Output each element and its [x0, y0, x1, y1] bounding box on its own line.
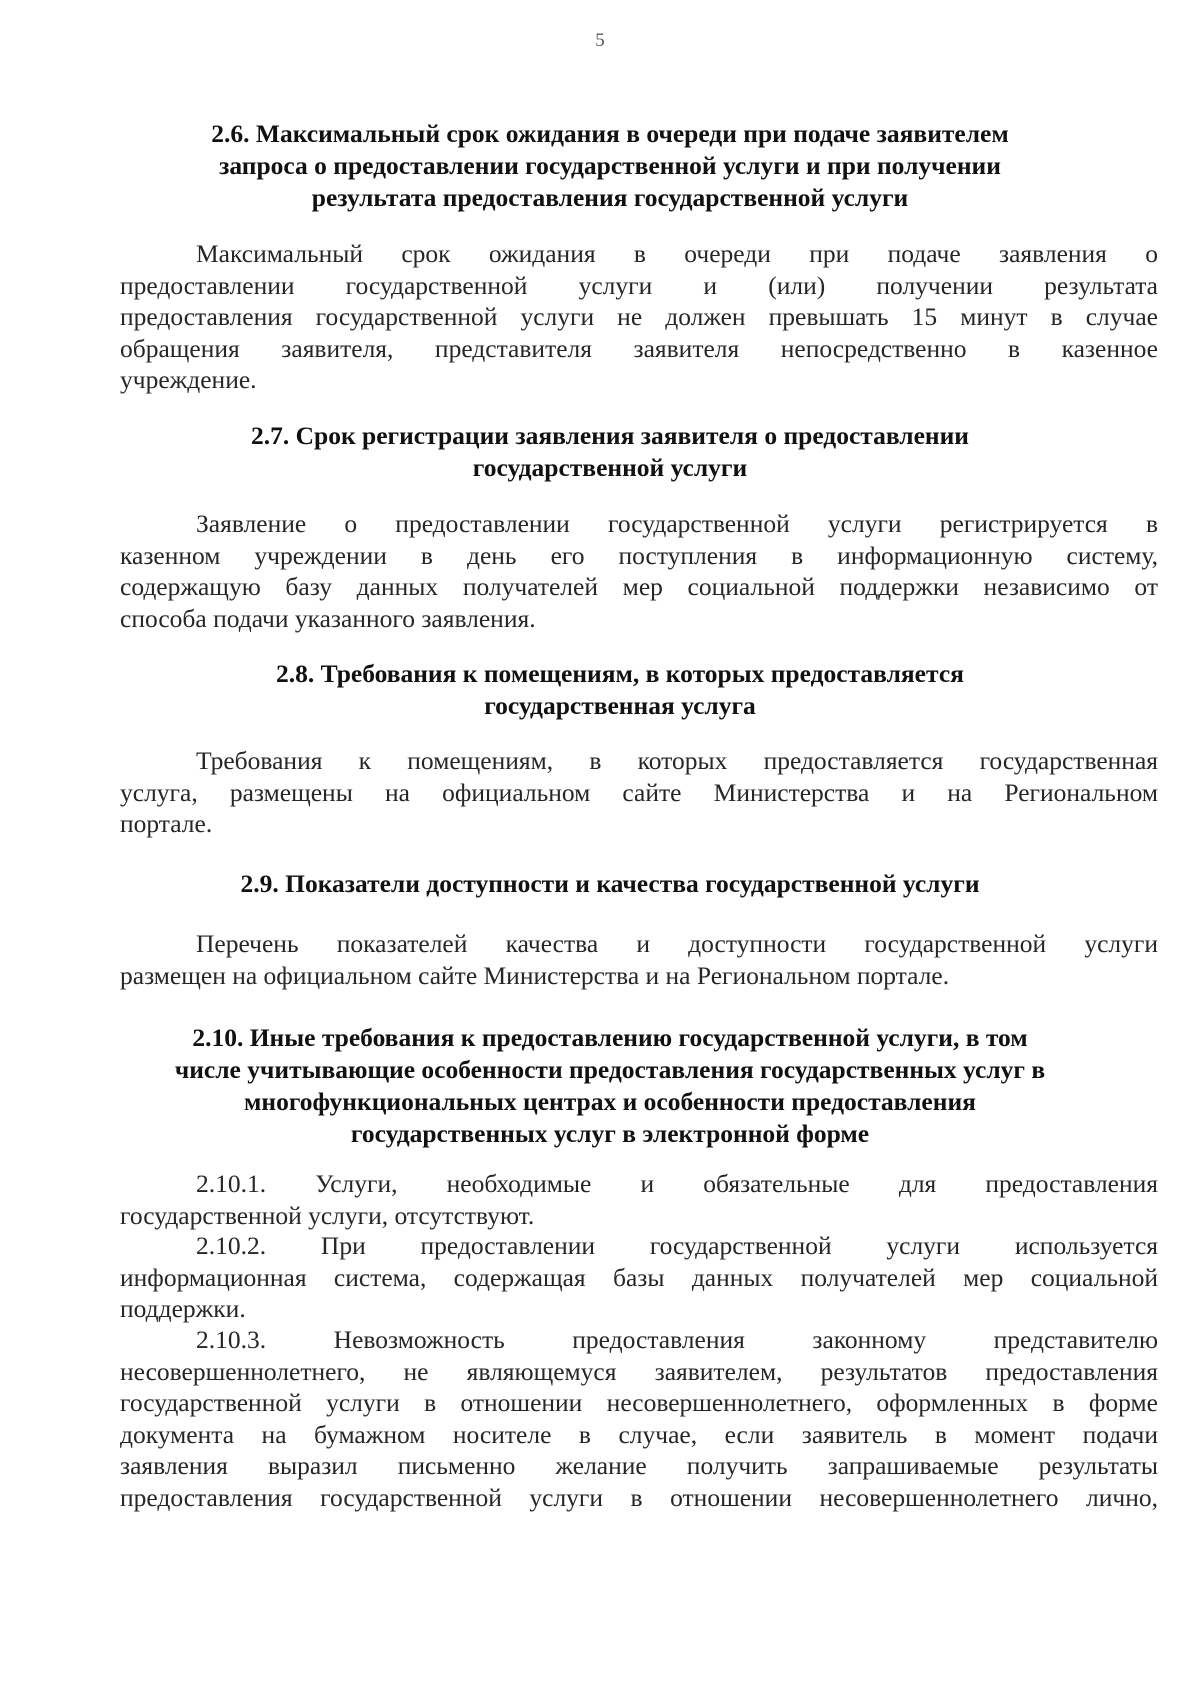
- section-2-9-heading: [150, 868, 1070, 900]
- section-2-8-paragraph: [120, 745, 1158, 840]
- text-line: государственной услуги в отношении несовершеннолетнего, оформленных в форме: [120, 1388, 1158, 1417]
- section-2-10-3-paragraph: [120, 1324, 1158, 1513]
- text-line: Требования к помещениям, в которых предоставляется государственная: [196, 746, 1158, 775]
- section-2-6-heading: [150, 118, 1070, 214]
- heading-line: 2.10. Иные требования к предоставлению государственной услуги, в том: [192, 1023, 1028, 1052]
- text-line: предоставления государственной услуги не должен превышать 15 минут в случае: [120, 302, 1158, 331]
- heading-line: 2.7. Срок регистрации заявления заявителя о предоставлении: [250, 421, 969, 450]
- heading-line: запроса о предоставлении государственной услуги и при получении: [219, 151, 1001, 180]
- text-line: Максимальный срок ожидания в очереди при подаче заявления о: [196, 239, 1158, 268]
- section-2-10-2-paragraph: [120, 1230, 1158, 1325]
- text-line: несовершеннолетнего, не являющемуся заявителем, результатов предоставления: [120, 1356, 1158, 1386]
- text-line: информационная система, содержащая базы данных получателей мер социальной: [120, 1262, 1158, 1292]
- heading-line: государственных услуг в электронной форме: [350, 1119, 870, 1148]
- text-line: предоставления государственной услуги в отношении несовершеннолетнего лично,: [120, 1482, 1158, 1512]
- text-line: поддержки.: [120, 1294, 246, 1323]
- text-line: 2.10.1. Услуги, необходимые и обязательные для предоставления: [196, 1169, 1158, 1198]
- heading-line: государственная услуга: [484, 691, 756, 720]
- section-2-7-heading: [150, 420, 1070, 484]
- text-line: учреждение.: [120, 365, 257, 394]
- heading-line: 2.6. Максимальный срок ожидания в очереди при подаче заявителем: [211, 119, 1009, 148]
- section-2-10-1-paragraph: [120, 1168, 1158, 1231]
- text-line: размещен на официальном сайте Министерства и на Региональном портале.: [120, 960, 950, 990]
- section-2-9-paragraph: [120, 928, 1158, 991]
- heading-line: государственной услуги: [472, 453, 748, 482]
- text-line: заявления выразил письменно желание получить запрашиваемые результаты: [120, 1451, 1158, 1480]
- heading-line: многофункциональных центрах и особенности предоставления: [244, 1087, 976, 1116]
- heading-line: результата предоставления государственной услуги: [311, 183, 909, 212]
- heading-line: 2.8. Требования к помещениям, в которых предоставляется: [276, 659, 964, 688]
- text-line: 2.10.2. При предоставлении государственной услуги используется: [196, 1231, 1158, 1260]
- text-line: предоставлении государственной услуги и (или) получении результата: [120, 270, 1158, 300]
- page-number: 5: [595, 30, 605, 51]
- text-line: содержащую базу данных получателей мер социальной поддержки независимо от: [120, 572, 1158, 601]
- text-line: 2.10.3. Невозможность предоставления законному представителю: [196, 1325, 1158, 1354]
- heading-line: числе учитывающие особенности предоставления государственных услуг в: [174, 1055, 1046, 1084]
- text-line: обращения заявителя, представителя заявителя непосредственно в казенное: [120, 333, 1158, 363]
- text-line: документа на бумажном носителе в случае, если заявитель в момент подачи: [120, 1419, 1158, 1449]
- text-line: государственной услуги, отсутствуют.: [120, 1200, 535, 1230]
- text-line: казенном учреждении в день его поступления в информационную систему,: [120, 540, 1158, 570]
- text-line: Перечень показателей качества и доступности государственной услуги: [196, 929, 1158, 958]
- heading-line: 2.9. Показатели доступности и качества государственной услуги: [240, 869, 980, 898]
- section-2-6-paragraph: [120, 238, 1158, 396]
- section-2-10-heading: [130, 1022, 1090, 1150]
- section-2-7-paragraph: [120, 508, 1158, 634]
- text-line: услуга, размещены на официальном сайте Министерства и на Региональном: [120, 777, 1158, 807]
- text-line: портале.: [120, 809, 213, 838]
- text-line: Заявление о предоставлении государственной услуги регистрируется в: [196, 509, 1158, 538]
- section-2-8-heading: [180, 658, 1060, 722]
- text-line: способа подачи указанного заявления.: [120, 603, 536, 633]
